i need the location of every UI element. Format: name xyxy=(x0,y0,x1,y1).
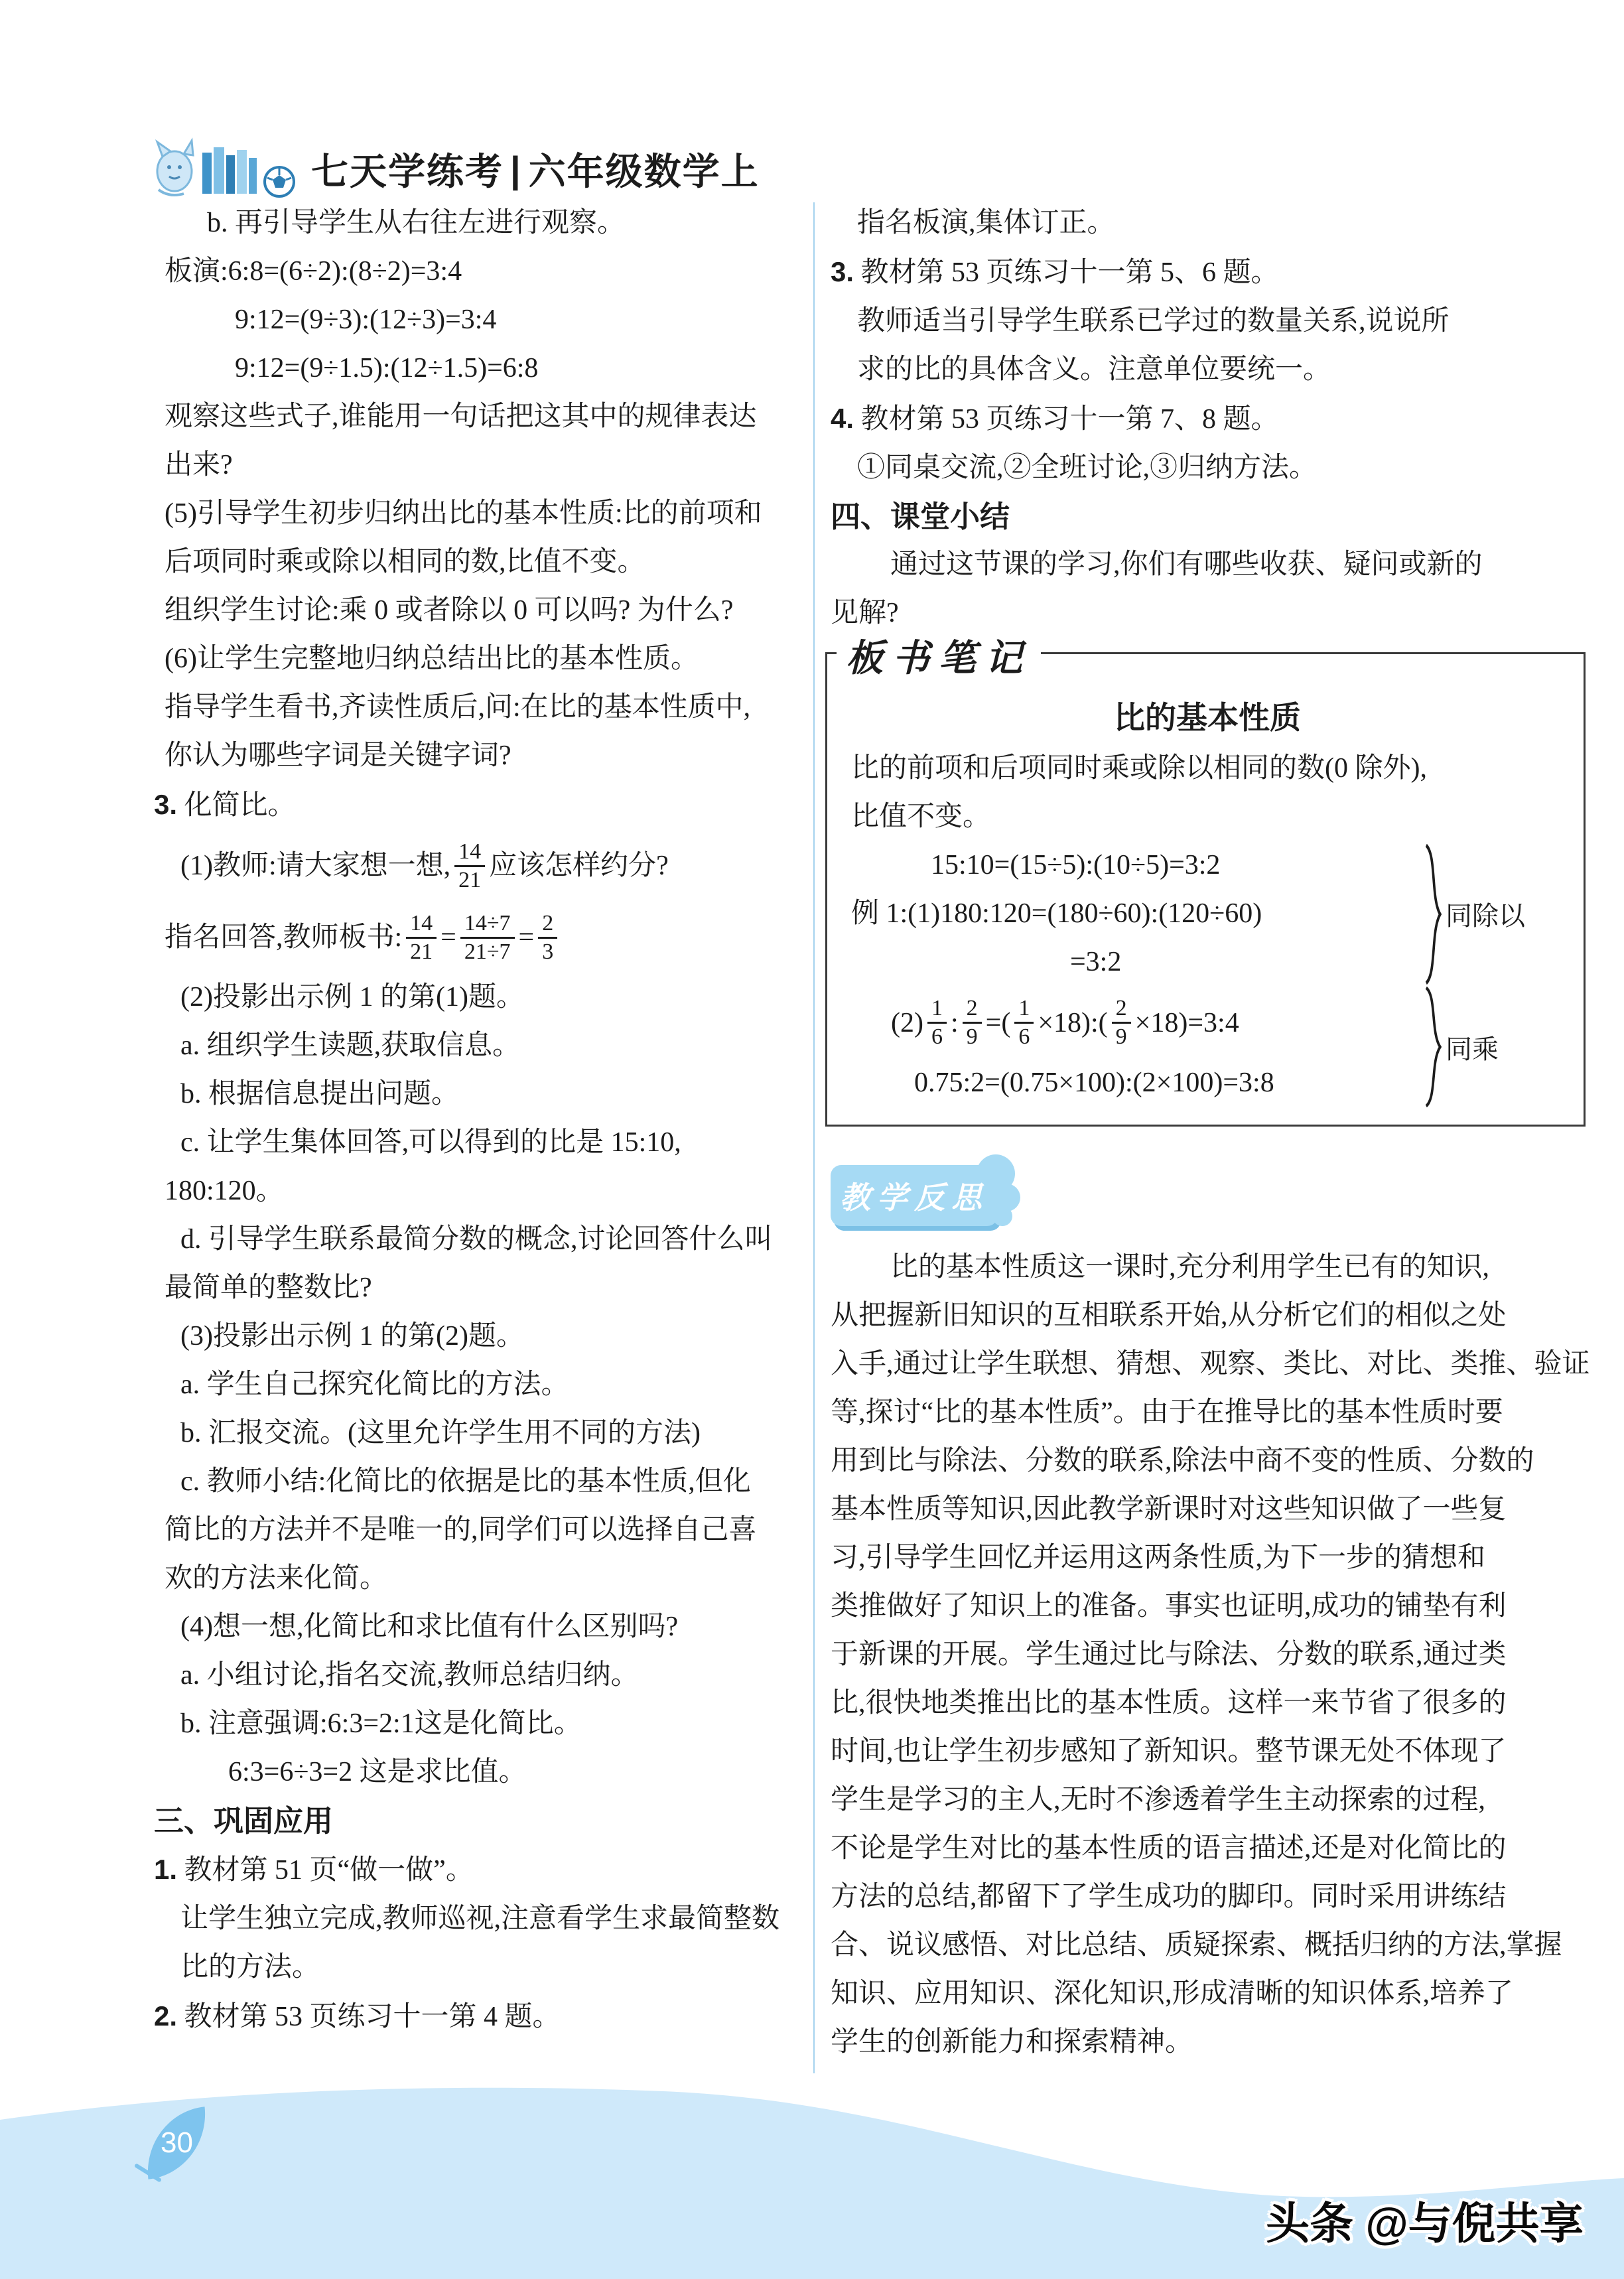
text-line: 180:120。 xyxy=(165,1176,284,1206)
series-title: 七天学练考 xyxy=(311,151,504,192)
fraction: $\frac{14\div 7}{21\div 7}$ xyxy=(460,912,515,963)
header-logo xyxy=(149,133,302,206)
right-brace-icon xyxy=(1424,844,1443,985)
text-line: 方法的总结,都留下了学生成功的脚印。同时采用讲练结 xyxy=(831,1882,1507,1912)
text-line: 3. 化简比。 xyxy=(154,789,296,821)
text-line: 例 1:(1)180:120=(180÷60):(120÷60) xyxy=(851,898,1262,929)
text-line: 教师适当引导学生联系已学过的数量关系,说说所 xyxy=(857,306,1450,336)
right-brace-icon xyxy=(1424,987,1443,1107)
text-line: 出来? xyxy=(165,450,233,480)
book-title: 六年级数学上 xyxy=(528,151,760,192)
text-line: 欢的方法来化简。 xyxy=(165,1563,388,1594)
badge-label: 教学反思 xyxy=(840,1180,988,1215)
text-line: 15:10=(15÷5):(10÷5)=3:2 xyxy=(931,850,1221,880)
text-line: 让学生独立完成,教师巡视,注意看学生求最简整数 xyxy=(180,1903,780,1934)
books-icon xyxy=(202,147,257,194)
text-line: 知识、应用知识、深化知识,形成清晰的知识体系,培养了 xyxy=(831,1978,1514,2009)
text-line: 于新课的开展。学生通过比与除法、分数的联系,通过类 xyxy=(831,1639,1507,1670)
text-line: c. 教师小结:化简比的依据是比的基本性质,但化 xyxy=(180,1466,751,1497)
text-line: a. 学生自己探究化简比的方法。 xyxy=(180,1369,569,1400)
text-line: 比的方法。 xyxy=(180,1952,320,1982)
board-notes-box xyxy=(825,636,1586,1127)
right-column xyxy=(831,199,1593,2067)
text-line: (1)教师:请大家想一想, $\frac{14}{21}$ 应该怎样约分? xyxy=(180,839,669,892)
text-line: (6)让学生完整地归纳总结出比的基本性质。 xyxy=(165,644,699,674)
text-line: =3:2 xyxy=(1070,947,1122,977)
column-divider-line xyxy=(813,202,815,2073)
text-line: (4)想一想,化简比和求比值有什么区别吗? xyxy=(180,1612,679,1642)
right-column-text xyxy=(831,199,1593,638)
text-line: b. 汇报交流。(这里允许学生用不同的方法) xyxy=(180,1418,701,1448)
text-line: 合、说议感悟、对比总结、质疑探索、概括归纳的方法,掌握 xyxy=(831,1930,1562,1961)
text-line: 类推做好了知识上的准备。事实也证明,成功的铺垫有利 xyxy=(831,1591,1507,1622)
text-line: 3. 教材第 53 页练习十一第 5、6 题。 xyxy=(831,256,1279,288)
text-line: 4. 教材第 53 页练习十一第 7、8 题。 xyxy=(831,403,1279,435)
text-line: 9:12=(9÷3):(12÷3)=3:4 xyxy=(235,305,497,335)
reflection-paragraph xyxy=(831,1243,1593,2067)
multiply-group-label: 同乘 xyxy=(1446,1034,1499,1064)
text-line: 1. 教材第 51 页“做一做”。 xyxy=(154,1854,474,1886)
text-line: (2)投影出示例 1 的第(1)题。 xyxy=(180,982,524,1012)
text-line: 后项同时乘或除以相同的数,比值不变。 xyxy=(165,547,645,577)
multiply-example-group xyxy=(851,987,1564,1107)
text-line: 最简单的整数比? xyxy=(165,1273,372,1303)
text-line: 学生的创新能力和探索精神。 xyxy=(831,2027,1193,2057)
board-notes-body xyxy=(851,744,1564,841)
fraction: $\frac{2}{9}$ xyxy=(1112,997,1131,1048)
text-line: 0.75:2=(0.75×100):(2×100)=3:8 xyxy=(914,1067,1274,1098)
header-title xyxy=(311,143,760,196)
title-divider: | xyxy=(510,148,522,190)
board-notes-label: 板书笔记 xyxy=(837,629,1041,682)
soccer-ball-icon xyxy=(265,167,294,196)
text-line: 三、巩固应用 xyxy=(154,1804,334,1838)
divide-example-group xyxy=(851,841,1564,987)
text-line: b. 根据信息提出问题。 xyxy=(180,1079,460,1109)
text-line: 观察这些式子,谁能用一句话把这其中的规律表达 xyxy=(165,401,757,432)
fraction: $\frac{2}{9}$ xyxy=(963,997,982,1048)
text-line: 等,探讨“比的基本性质”。由于在推导比的基本性质时要 xyxy=(831,1397,1503,1428)
teaching-reflection-badge xyxy=(831,1165,998,1226)
fraction: $\frac{1}{6}$ xyxy=(927,997,947,1048)
text-line: (3)投影出示例 1 的第(2)题。 xyxy=(180,1321,524,1351)
text-line: 见解? xyxy=(831,598,899,628)
text-line: d. 引导学生联系最简分数的概念,讨论回答什么叫 xyxy=(180,1224,773,1255)
text-line: 比的基本性质这一课时,充分利用学生已有的知识, xyxy=(890,1252,1490,1282)
page-header xyxy=(149,133,760,206)
left-column xyxy=(154,199,807,2041)
text-line: 指名板演,集体订正。 xyxy=(857,208,1115,238)
page-number: 30 xyxy=(160,2126,193,2160)
text-line: 6:3=6÷3=2 这是求比值。 xyxy=(228,1757,527,1787)
text-line: b. 注意强调:6:3=2:1这是化简比。 xyxy=(180,1708,582,1739)
text-line: 习,引导学生回忆并运用这两条性质,为下一步的猜想和 xyxy=(831,1543,1486,1573)
cloud-bump xyxy=(992,1206,1012,1226)
text-line: 指导学生看书,齐读性质后,问:在比的基本性质中, xyxy=(165,692,751,723)
text-line: 比,很快地类推出比的基本性质。这样一来节省了很多的 xyxy=(831,1688,1507,1718)
mascot-icon xyxy=(157,141,193,195)
text-line: b. 再引导学生从右往左进行观察。 xyxy=(207,208,626,238)
text-line: 组织学生讨论:乘 0 或者除以 0 可以吗? 为什么? xyxy=(165,595,734,626)
board-notes-title: 比的基本性质 xyxy=(1114,700,1301,735)
text-line: 板演:6:8=(6÷2):(8÷2)=3:4 xyxy=(165,256,462,287)
text-line: 9:12=(9÷1.5):(12÷1.5)=6:8 xyxy=(235,353,539,383)
text-line: 你认为哪些字词是关键字词? xyxy=(165,740,511,771)
divide-group-label: 同除以 xyxy=(1446,901,1525,931)
text-line: 简比的方法并不是唯一的,同学们可以选择自己喜 xyxy=(165,1515,757,1545)
text-line: 时间,也让学生初步感知了新知识。整节课无处不体现了 xyxy=(831,1736,1507,1767)
fraction: $\frac{2}{3}$ xyxy=(538,912,557,963)
fraction: $\frac{14}{21}$ xyxy=(406,912,437,963)
fraction: $\frac{1}{6}$ xyxy=(1014,997,1034,1048)
text-line: 不论是学生对比的基本性质的语言描述,还是对化简比的 xyxy=(831,1833,1507,1864)
text-line: 基本性质等知识,因此教学新课时对这些知识做了一些复 xyxy=(831,1494,1507,1525)
text-line: ①同桌交流,②全班讨论,③归纳方法。 xyxy=(857,452,1318,483)
text-line: 求的比的具体含义。注意单位要统一。 xyxy=(857,354,1331,385)
text-line: 2. 教材第 53 页练习十一第 4 题。 xyxy=(154,2000,561,2032)
text-line: (2) $\frac{1}{6}$ : $\frac{2}{9}$ =( $\frac{1}{6}$ ×18):( $\frac{2}{9}$ ×18)=3:4 xyxy=(891,996,1239,1049)
text-line: 学生是学习的主人,无时不渗透着学生主动探索的过程, xyxy=(831,1785,1486,1815)
text-line: 比的前项和后项同时乘或除以相同的数(0 除外), xyxy=(851,753,1427,784)
text-line: (5)引导学生初步归纳出比的基本性质:比的前项和 xyxy=(165,498,762,529)
text-line: a. 小组讨论,指名交流,教师总结归纳。 xyxy=(180,1660,639,1691)
text-line: a. 组织学生读题,获取信息。 xyxy=(180,1030,521,1061)
text-line: 入手,通过让学生联想、猜想、观察、类比、对比、类推、验证 xyxy=(831,1349,1590,1379)
text-line: 通过这节课的学习,你们有哪些收获、疑问或新的 xyxy=(890,549,1483,580)
watermark-text: 头条 @与倪共享 xyxy=(1266,2199,1584,2248)
text-line: 比值不变。 xyxy=(851,801,991,832)
fraction: $\frac{14}{21}$ xyxy=(454,840,485,892)
text-line: c. 让学生集体回答,可以得到的比是 15:10, xyxy=(180,1127,681,1158)
text-line: 用到比与除法、分数的联系,除法中商不变的性质、分数的 xyxy=(831,1446,1534,1476)
text-line: 四、课堂小结 xyxy=(831,500,1010,533)
text-line: 从把握新旧知识的互相联系开始,从分析它们的相似之处 xyxy=(831,1300,1507,1331)
text-line: 指名回答,教师板书: $\frac{14}{21}$ = $\frac{14\div 7}{21\div 7}$ = $\frac{2}{3}$ xyxy=(154,902,807,973)
